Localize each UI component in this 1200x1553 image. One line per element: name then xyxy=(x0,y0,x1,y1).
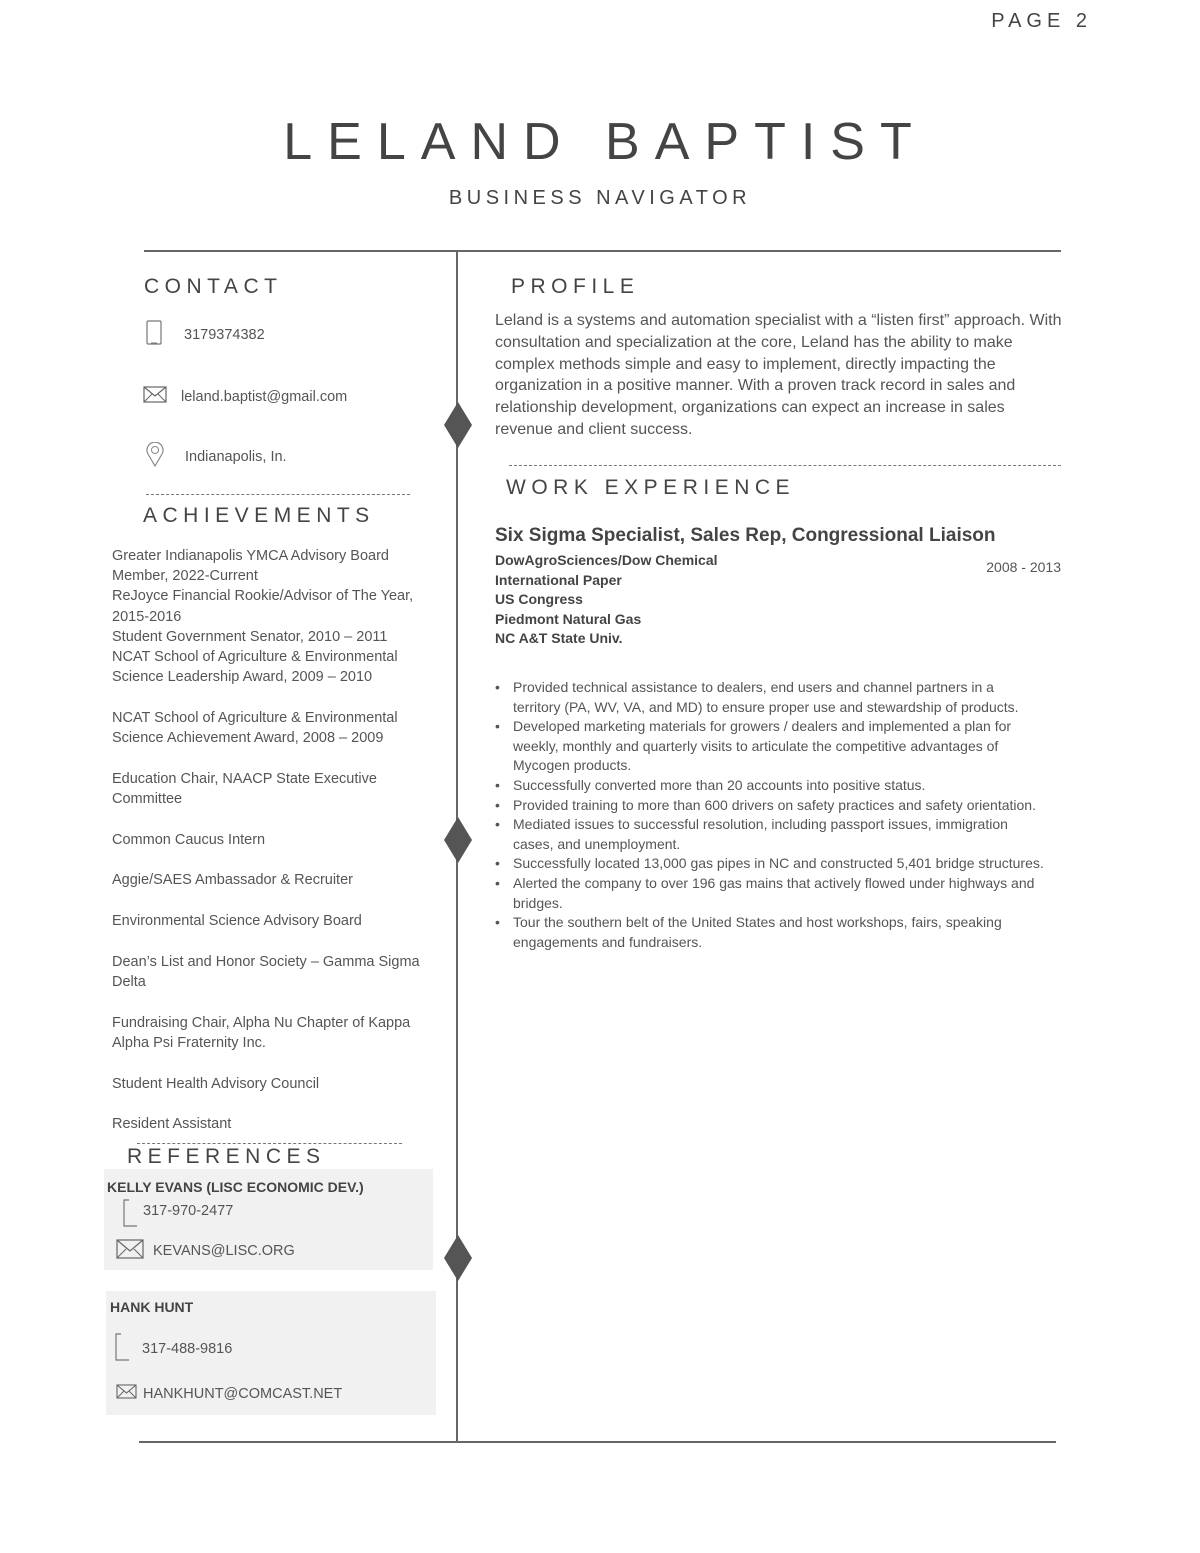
profile-heading: PROFILE xyxy=(511,275,640,298)
reference-email[interactable]: KEVANS@LISC.ORG xyxy=(116,1239,295,1263)
work-experience-heading: WORK EXPERIENCE xyxy=(506,476,796,499)
achievement-group xyxy=(112,769,442,809)
list-item: • Successfully located 13,000 gas pipes in NC and constructed 5,401 bridge structures. xyxy=(495,854,1045,874)
achievement-item: NCAT School of Agriculture & Environmental Science Achievement Award, 2008 – 2009 xyxy=(112,709,398,747)
achievement-group xyxy=(112,952,442,992)
achievement-group xyxy=(112,1114,442,1134)
list-item: • Successfully converted more than 20 accounts into positive status. xyxy=(495,776,1045,796)
achievement-group xyxy=(112,830,442,850)
achievement-item: Dean’s List and Honor Society – Gamma Sigma Delta xyxy=(112,953,420,991)
mail-icon xyxy=(143,386,167,407)
list-item: • Alerted the company to over 196 gas mains that actively flowed under highways and bridges. xyxy=(495,874,1045,913)
achievement-item: Resident Assistant xyxy=(112,1116,232,1133)
achievement-item: Aggie/SAES Ambassador & Recruiter xyxy=(112,872,353,889)
job-dates: 2008 - 2013 xyxy=(986,559,1061,575)
achievement-item: Environmental Science Advisory Board xyxy=(112,913,362,930)
dashed-divider xyxy=(146,494,410,495)
reference-email[interactable]: HANKHUNT@COMCAST.NET xyxy=(116,1384,342,1403)
list-item: • Mediated issues to successful resolution, including passport issues, immigration cases, and unemployment. xyxy=(495,815,1045,854)
list-item: • Provided training to more than 600 drivers on safety practices and safety orientation. xyxy=(495,796,1045,816)
phone-icon xyxy=(123,1199,139,1231)
contact-phone: 3179374382 xyxy=(146,320,265,350)
dashed-divider xyxy=(509,465,1061,466)
diamond-icon xyxy=(444,817,472,863)
profile-text: Leland is a systems and automation specialist with a “listen first” approach. With consultation and specialization at the core, Leland has the ability to make complex methods simple and easy to implement, directly impacting the organization in a positive manner. With a proven track record in sales and relationship development, organizations can expect an increase in sales revenue and client success. xyxy=(495,312,1062,438)
bottom-divider xyxy=(139,1441,1056,1443)
achievement-item: ReJoyce Financial Rookie/Advisor of The Year, 2015-2016 xyxy=(112,588,414,625)
achievement-item: Education Chair, NAACP State Executive Committee xyxy=(112,770,377,808)
diamond-icon xyxy=(444,1235,472,1281)
list-item: • Tour the southern belt of the United States and host workshops, fairs, speaking engagements and fundraisers. xyxy=(495,913,1045,952)
achievement-item: NCAT School of Agriculture & Environmental Science Leadership Award, 2009 – 2010 xyxy=(112,649,398,686)
list-item: • Developed marketing materials for growers / dealers and implemented a plan for weekly, monthly and quarterly visits to articulate the competitive advantages of Mycogen products. xyxy=(495,717,1045,776)
achievements-list xyxy=(112,546,442,1155)
list-item: • Provided technical assistance to dealers, end users and channel partners in a territory (PA, WV, VA, and MD) to ensure proper use and stewardship of products. xyxy=(495,678,1045,717)
achievements-heading: ACHIEVEMENTS xyxy=(143,504,375,527)
contact-location: Indianapolis, In. xyxy=(146,442,287,471)
contact-heading: CONTACT xyxy=(144,275,283,298)
contact-email[interactable]: leland.baptist@gmail.com xyxy=(143,386,347,407)
achievement-group xyxy=(112,1013,442,1053)
mail-icon xyxy=(116,1239,144,1263)
job-bullets xyxy=(495,678,1045,952)
achievement-item: Fundraising Chair, Alpha Nu Chapter of Kappa Alpha Psi Fraternity Inc. xyxy=(112,1014,411,1051)
diamond-icon xyxy=(444,402,472,448)
achievement-item: Common Caucus Intern xyxy=(112,831,266,848)
reference-card: HANK HUNT 317-488-9816 HANKHUNT@COMCAST.NET xyxy=(106,1291,436,1415)
achievement-item: Greater Indianapolis YMCA Advisory Board Member, 2022-Current xyxy=(112,548,389,585)
location-pin-icon xyxy=(146,442,164,471)
dashed-divider xyxy=(137,1143,402,1144)
achievement-group xyxy=(112,708,442,748)
candidate-title: BUSINESS NAVIGATOR xyxy=(448,187,752,209)
achievement-group xyxy=(112,546,442,687)
references-heading: REFERENCES xyxy=(127,1145,326,1168)
job-title: Six Sigma Specialist, Sales Rep, Congressional Liaison xyxy=(495,525,996,546)
phone-icon xyxy=(115,1333,131,1365)
reference-card: KELLY EVANS (LISC ECONOMIC DEV.) 317-970-2477 KEVANS@LISC.ORG xyxy=(104,1169,433,1270)
achievement-item: Student Government Senator, 2010 – 2011 xyxy=(112,628,388,645)
achievement-group xyxy=(112,1074,442,1094)
phone-icon xyxy=(146,320,162,350)
company-list: DowAgroSciences/Dow Chemical International Paper US Congress Piedmont Natural Gas NC A&T State Univ. xyxy=(495,552,718,647)
achievement-group xyxy=(112,870,442,890)
top-divider xyxy=(144,250,1061,252)
page-number: PAGE 2 xyxy=(991,10,1092,32)
mail-icon xyxy=(116,1384,137,1403)
candidate-name: LELAND BAPTIST xyxy=(283,113,927,171)
achievement-item: Student Health Advisory Council xyxy=(112,1075,320,1092)
achievement-group xyxy=(112,911,442,931)
